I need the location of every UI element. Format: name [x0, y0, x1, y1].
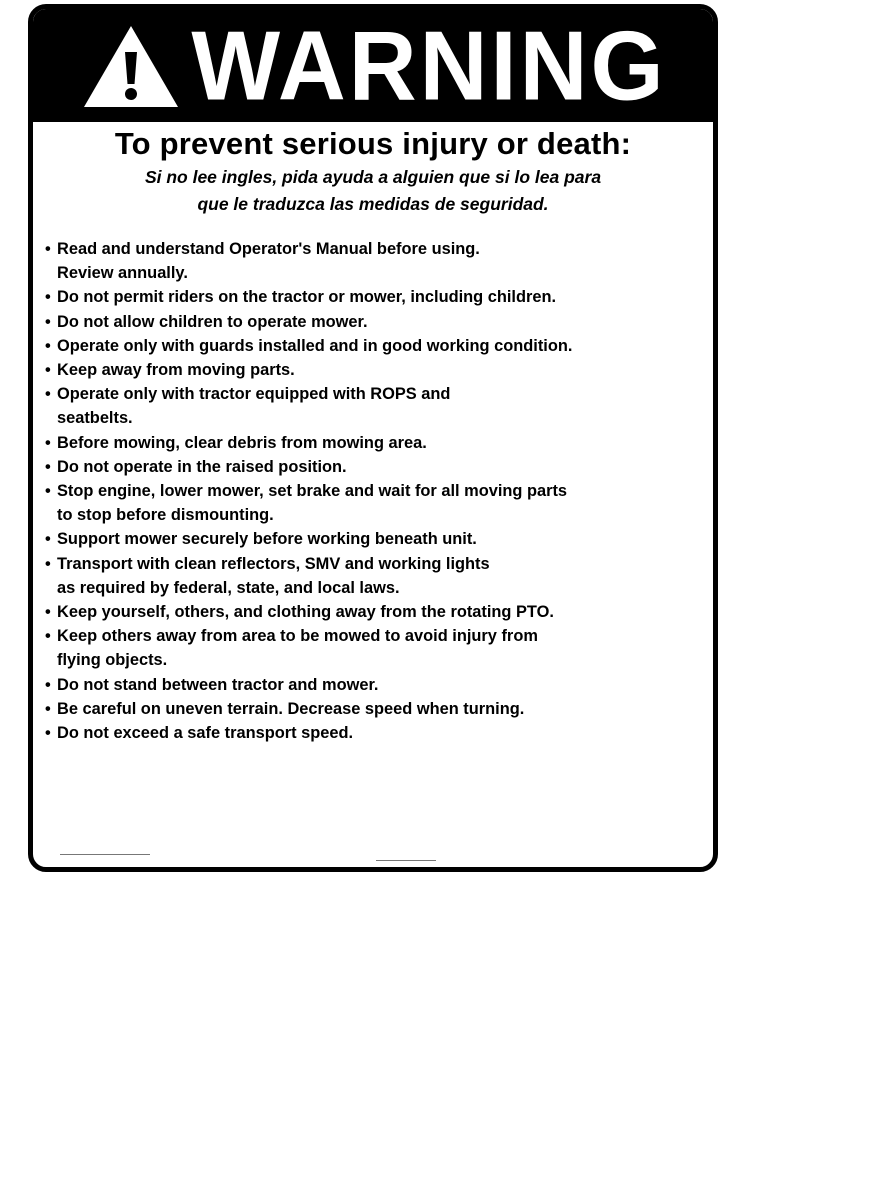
safety-rule: [45, 334, 709, 358]
banner-title: WARNING: [191, 9, 667, 121]
rule-text: Transport with clean reflectors, SMV and working lights as required by federal, state, and local laws.: [57, 554, 490, 597]
rule-text: Operate only with tractor equipped with ROPS and seatbelts.: [57, 385, 451, 428]
bullet: •: [45, 385, 51, 404]
bullet: •: [45, 530, 51, 549]
bullet: •: [45, 699, 51, 718]
rule-text: Do not operate in the raised position.: [57, 457, 347, 476]
warning-banner: [33, 9, 713, 122]
rule-text: Keep yourself, others, and clothing away from the rotating PTO.: [57, 603, 554, 622]
safety-rule: [45, 431, 709, 455]
rule-text: Stop engine, lower mower, set brake and wait for all moving parts to stop before dismounting.: [57, 482, 568, 525]
bullet: •: [45, 336, 51, 355]
bullet: •: [45, 240, 51, 258]
bullet: •: [45, 554, 51, 573]
bullet: •: [45, 433, 51, 452]
safety-rule: [45, 479, 709, 527]
rule-text: Support mower securely before working beneath unit.: [57, 530, 477, 549]
spanish-instruction: [33, 164, 713, 218]
safety-rule: [45, 358, 709, 382]
rule-text: Read and understand Operator's Manual before using. Review annually.: [57, 240, 480, 283]
bullet: •: [45, 627, 51, 646]
safety-rule: [45, 455, 709, 479]
safety-rule: [45, 285, 709, 309]
rule-text: Be careful on uneven terrain. Decrease speed when turning.: [57, 699, 525, 718]
safety-rule: [45, 310, 709, 334]
bullet: •: [45, 603, 51, 622]
rule-text: Operate only with guards installed and in good working condition.: [57, 336, 573, 355]
warning-triangle-icon: [81, 22, 181, 110]
safety-heading: To prevent serious injury or death:: [114, 126, 632, 161]
bullet: •: [45, 482, 51, 501]
bullet: •: [45, 312, 51, 331]
safety-rule: [45, 697, 709, 721]
bullet: •: [45, 724, 51, 743]
banner-content: [81, 9, 667, 121]
safety-rule: [45, 552, 709, 600]
rule-text: Before mowing, clear debris from mowing area.: [57, 433, 427, 452]
bullet: •: [45, 675, 51, 694]
spanish-line: que le traduzca las medidas de seguridad.: [197, 194, 549, 214]
rule-text: Keep away from moving parts.: [57, 361, 295, 380]
safety-rule: [45, 600, 709, 624]
safety-rule: [45, 382, 709, 430]
rule-text: Do not permit riders on the tractor or mower, including children.: [57, 288, 557, 307]
safety-rule: [45, 673, 709, 697]
rule-text: Do not allow children to operate mower.: [57, 312, 368, 331]
bullet: •: [45, 457, 51, 476]
warning-label: [28, 4, 718, 872]
footer-divider: [60, 854, 150, 855]
safety-rule: [45, 721, 709, 745]
safety-rule: [45, 624, 709, 672]
bullet: •: [45, 361, 51, 380]
rule-text: Do not exceed a safe transport speed.: [57, 724, 354, 743]
footer-divider: [376, 860, 436, 861]
bullet: •: [45, 288, 51, 307]
safety-rule: [45, 527, 709, 551]
rule-text: Keep others away from area to be mowed to avoid injury from flying objects.: [57, 627, 538, 670]
safety-rule: [45, 237, 709, 285]
spanish-line: Si no lee ingles, pida ayuda a alguien que si lo lea para: [144, 167, 602, 187]
safety-rules-list: [45, 237, 709, 745]
rule-text: Do not stand between tractor and mower.: [57, 675, 379, 694]
